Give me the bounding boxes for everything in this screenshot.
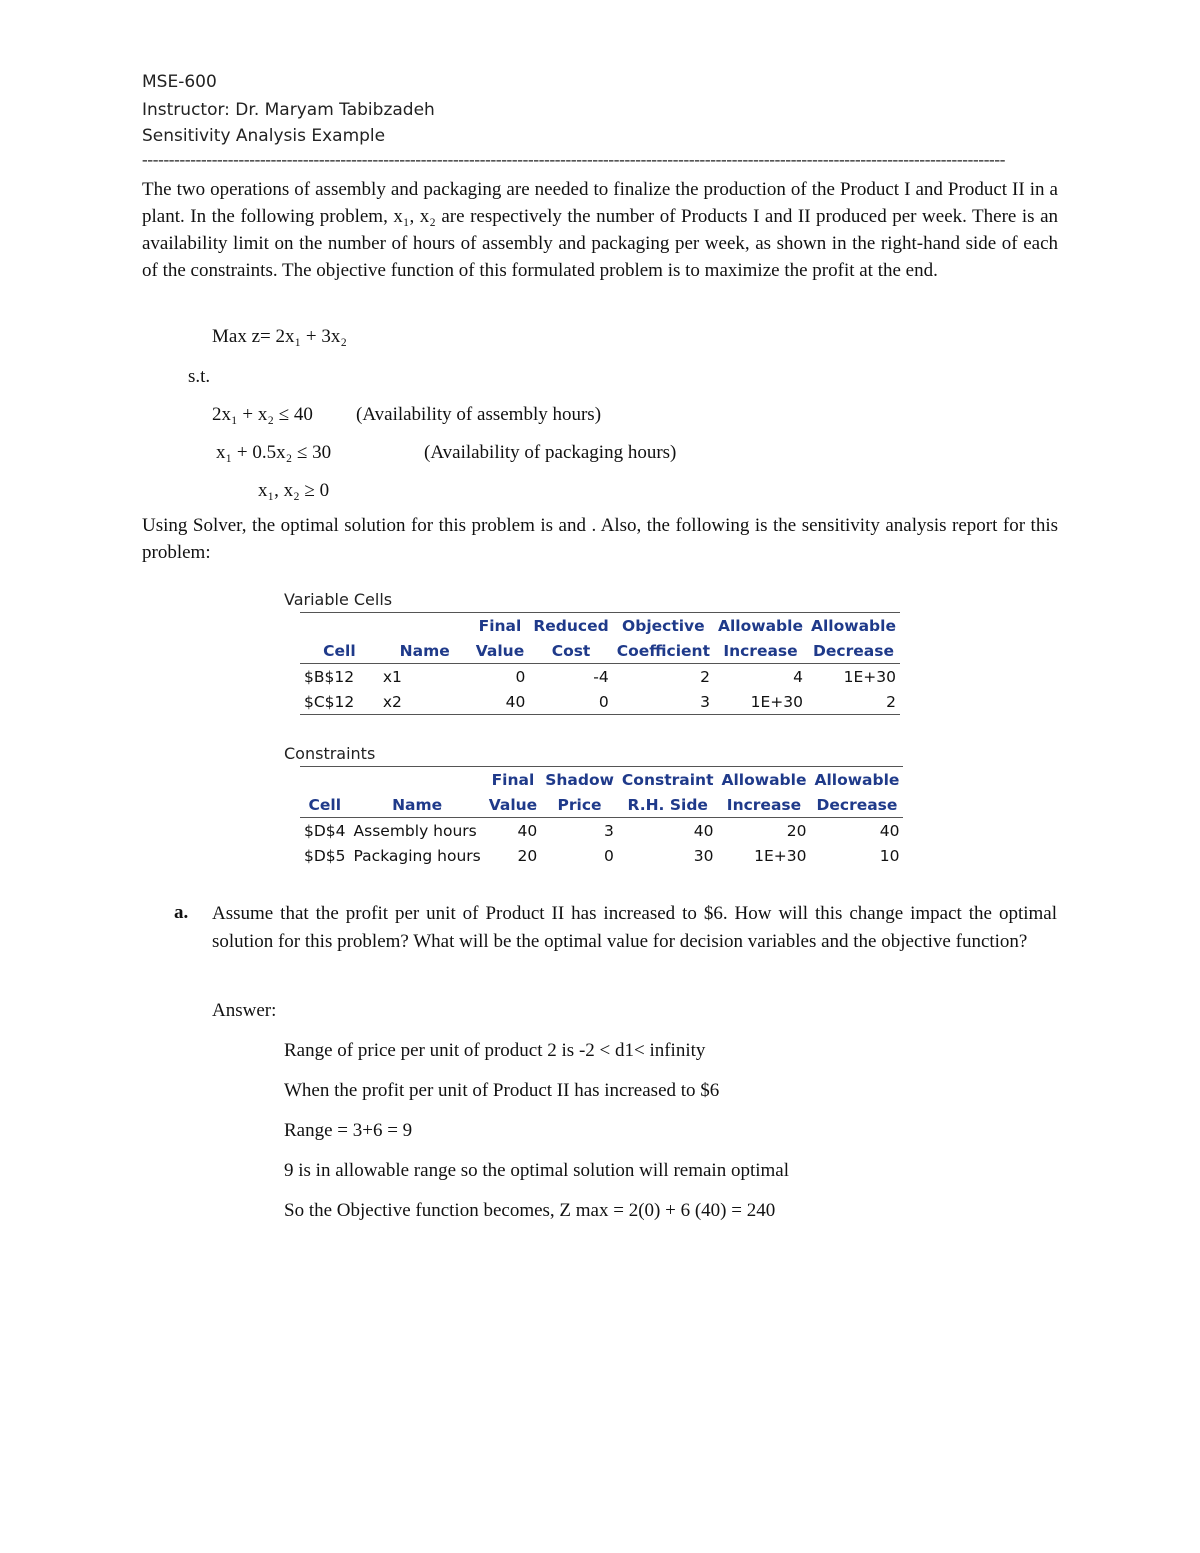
table-cell: 4 (793, 667, 803, 686)
header-cell: Name (350, 792, 485, 818)
header-cell (379, 613, 471, 639)
separator-line: ----------------------------------------------------------------------------------------------------------------------------------------------------------------- (142, 150, 1006, 169)
header-cell: Reduced (529, 613, 612, 639)
table-cell: 40 (693, 821, 714, 840)
header-cell: R.H. Side (618, 792, 718, 818)
table-cell: x2 (379, 689, 471, 715)
table-row (300, 843, 903, 868)
table-cell: 0 (515, 667, 526, 686)
header-cell: Allowable (807, 613, 900, 639)
objective-function: Max z= 2x₁ + 3x₂ (212, 326, 347, 347)
table-cell: $B$12 (304, 667, 355, 686)
table-cell: 1E+30 (714, 689, 807, 715)
variable-cells-title: Variable Cells (284, 590, 393, 609)
topic-title: Sensitivity Analysis Example (142, 126, 386, 146)
intro-paragraph: The two operations of assembly and packaging are needed to finalize the production of the Product I and Product II in a plant. In the following problem, x₁, x₂ are respectively the number of Products I and II produced per week. There is an availability limit on the number of hours of assembly and packaging per week, as shown in the right-hand side of each of the constraints. The objective function of this formulated problem is to maximize the profit at the end. (142, 179, 1058, 281)
table-header-row (300, 792, 903, 818)
table-cell: $D$4 (304, 821, 346, 840)
header-cell: Decrease (807, 638, 900, 664)
answer-label: Answer: (212, 1000, 277, 1021)
answer-line: Range of price per unit of product 2 is -2 < d1< infinity (284, 1040, 706, 1061)
table-header-row (300, 767, 903, 793)
header-cell: Final (471, 613, 530, 639)
header-cell: Cell (300, 792, 350, 818)
table-header-row (300, 613, 900, 639)
header-cell (350, 767, 485, 793)
constraint-assembly-note: (Availability of assembly hours) (356, 404, 602, 425)
constraint-packaging: x₁ + 0.5x₂ ≤ 30 (216, 442, 332, 463)
constraints-table (300, 766, 903, 868)
header-cell: Increase (717, 792, 810, 818)
header-cell: Coefficient (613, 638, 714, 664)
header-cell: Increase (714, 638, 807, 664)
header-cell: Final (485, 767, 541, 793)
header-cell (300, 767, 350, 793)
table-row (300, 689, 900, 715)
constraint-assembly: 2x₁ + x₂ ≤ 40 (212, 404, 313, 425)
table-row (300, 818, 903, 844)
answer-line: So the Objective function becomes, Z max = 2(0) + 6 (40) = 240 (284, 1200, 776, 1221)
header-cell: Objective (613, 613, 714, 639)
solver-paragraph: Using Solver, the optimal solution for this problem is and . Also, the following is the sensitivity analysis report for this problem: (142, 515, 1058, 563)
table-cell: $D$5 (304, 846, 346, 865)
table-cell: 2 (807, 689, 900, 715)
table-cell: Assembly hours (353, 821, 477, 840)
variable-cells-table (300, 612, 900, 715)
header-cell: Allowable (714, 613, 807, 639)
table-cell: 0 (529, 689, 612, 715)
nonnegativity-constraint: x₁, x₂ ≥ 0 (258, 480, 330, 501)
table-cell: 1E+30 (843, 667, 896, 686)
table-cell: 40 (517, 821, 538, 840)
table-cell: 0 (604, 846, 614, 865)
answer-line: 9 is in allowable range so the optimal solution will remain optimal (284, 1160, 789, 1181)
question-a-label: a. (174, 902, 189, 923)
table-cell: x1 (382, 667, 402, 686)
header-cell: Cell (300, 638, 379, 664)
course-code: MSE-600 (142, 72, 217, 92)
table-cell: $C$12 (300, 689, 379, 715)
table-cell: Packaging hours (353, 846, 481, 865)
header-cell (300, 613, 379, 639)
subject-to-label: s.t. (188, 366, 211, 387)
table-cell: 2 (700, 667, 710, 686)
table-cell: 3 (613, 689, 714, 715)
table-cell: -4 (593, 667, 609, 686)
header-cell: Price (541, 792, 618, 818)
table-header-row (300, 638, 900, 664)
header-cell: Allowable (717, 767, 810, 793)
header-cell: Constraint (618, 767, 718, 793)
table-cell: 1E+30 (754, 846, 807, 865)
table-cell: 20 (517, 846, 538, 865)
table-cell: 40 (471, 689, 530, 715)
instructor-line: Instructor: Dr. Maryam Tabibzadeh (142, 100, 435, 120)
header-cell: Value (471, 638, 530, 664)
header-cell: Value (485, 792, 541, 818)
table-row (300, 664, 900, 690)
table-cell: 10 (879, 846, 900, 865)
header-cell: Decrease (810, 792, 903, 818)
question-a-text: Assume that the profit per unit of Product II has increased to $6. How will this change impact the optimal solution for this problem? What will be the optimal value for decision variables and the objective function? (212, 903, 1057, 952)
table-cell: 40 (879, 821, 900, 840)
table-cell: 3 (604, 821, 614, 840)
header-cell: Name (379, 638, 471, 664)
constraint-packaging-note: (Availability of packaging hours) (424, 442, 677, 463)
header-cell: Allowable (810, 767, 903, 793)
answer-line: Range = 3+6 = 9 (284, 1120, 413, 1141)
constraints-title: Constraints (284, 744, 376, 763)
header-cell: Shadow (541, 767, 618, 793)
table-cell: 30 (693, 846, 714, 865)
table-cell: 20 (786, 821, 807, 840)
header-cell: Cost (529, 638, 612, 664)
answer-line: When the profit per unit of Product II has increased to $6 (284, 1080, 720, 1101)
